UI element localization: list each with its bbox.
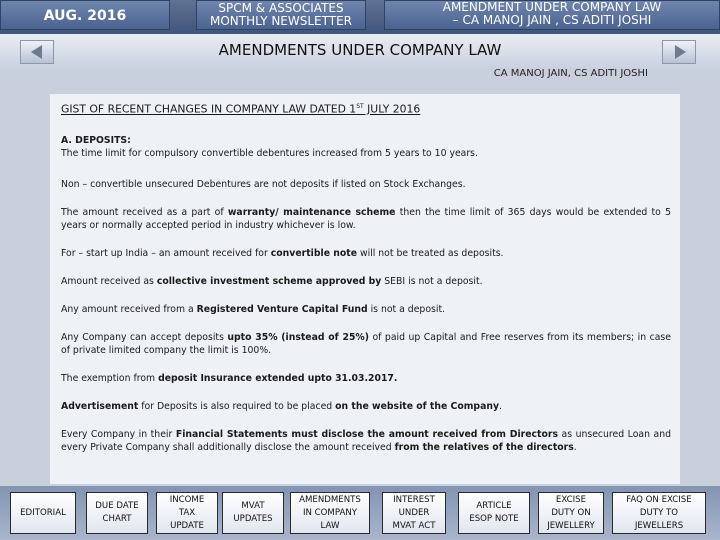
issue-date: AUG. 2016 (0, 0, 170, 30)
paragraph: The amount received as a part of warranty/ maintenance scheme then the time limit of 365 days would be extended to 5 years or normally accepted period in industry whichever is low. (61, 206, 671, 231)
nav-amendments-company-law-button[interactable]: AMENDMENTS IN COMPANY LAW (290, 492, 370, 534)
nav-editorial-button[interactable]: EDITORIAL (10, 492, 76, 534)
paragraph: Any Company can accept deposits upto 35% (instead of 25%) of paid up Capital and Free reserves from its members; in case of private limited company the limit is 100%. (61, 331, 671, 356)
paragraph: Amount received as collective investment scheme approved by SEBI is not a deposit. (61, 275, 483, 287)
newsletter-title: SPCM & ASSOCIATES MONTHLY NEWSLETTER (196, 0, 366, 30)
article-topic: AMENDMENT UNDER COMPANY LAW – CA MANOJ JAIN , CS ADITI JOSHI (384, 0, 720, 30)
paragraph: The time limit for compulsory convertible debentures increased from 5 years to 10 years. (61, 147, 478, 159)
paragraph: Advertisement for Deposits is also required to be placed on the website of the Company. (61, 400, 503, 412)
paragraph: Every Company in their Financial Statements must disclose the amount received from Directors as unsecured Loan and every Private Company shall additionally disclose the amount received from the relatives of the directors. (61, 428, 671, 453)
article-body (61, 100, 671, 469)
nav-due-date-chart-button[interactable]: DUE DATE CHART (86, 492, 148, 534)
paragraph: Any amount received from a Registered Venture Capital Fund is not a deposit. (61, 303, 446, 315)
paragraph: For – start up India – an amount received for convertible note will not be treated as deposits. (61, 247, 504, 259)
paragraph: The exemption from deposit Insurance extended upto 31.03.2017. (61, 372, 398, 384)
page-title: AMENDMENTS UNDER COMPANY LAW (218, 41, 502, 59)
nav-faq-excise-duty-button[interactable]: FAQ ON EXCISE DUTY TO JEWELLERS (612, 492, 706, 534)
paragraph: Non – convertible unsecured Debentures are not deposits if listed on Stock Exchanges. (61, 178, 466, 190)
byline: CA MANOJ JAIN, CS ADITI JOSHI (493, 68, 648, 79)
gist-heading: GIST OF RECENT CHANGES IN COMPANY LAW DATED 1ST JULY 2016 (61, 102, 421, 116)
nav-article-esop-note-button[interactable]: ARTICLE ESOP NOTE (458, 492, 530, 534)
nav-income-tax-update-button[interactable]: INCOME TAX UPDATE (156, 492, 218, 534)
nav-mvat-updates-button[interactable]: MVAT UPDATES (222, 492, 284, 534)
nav-interest-mvat-act-button[interactable]: INTEREST UNDER MVAT ACT (382, 492, 446, 534)
deposits-section (61, 134, 671, 160)
section-heading: A. DEPOSITS: (61, 134, 131, 146)
nav-excise-duty-jewellery-button[interactable]: EXCISE DUTY ON JEWELLERY (538, 492, 604, 534)
